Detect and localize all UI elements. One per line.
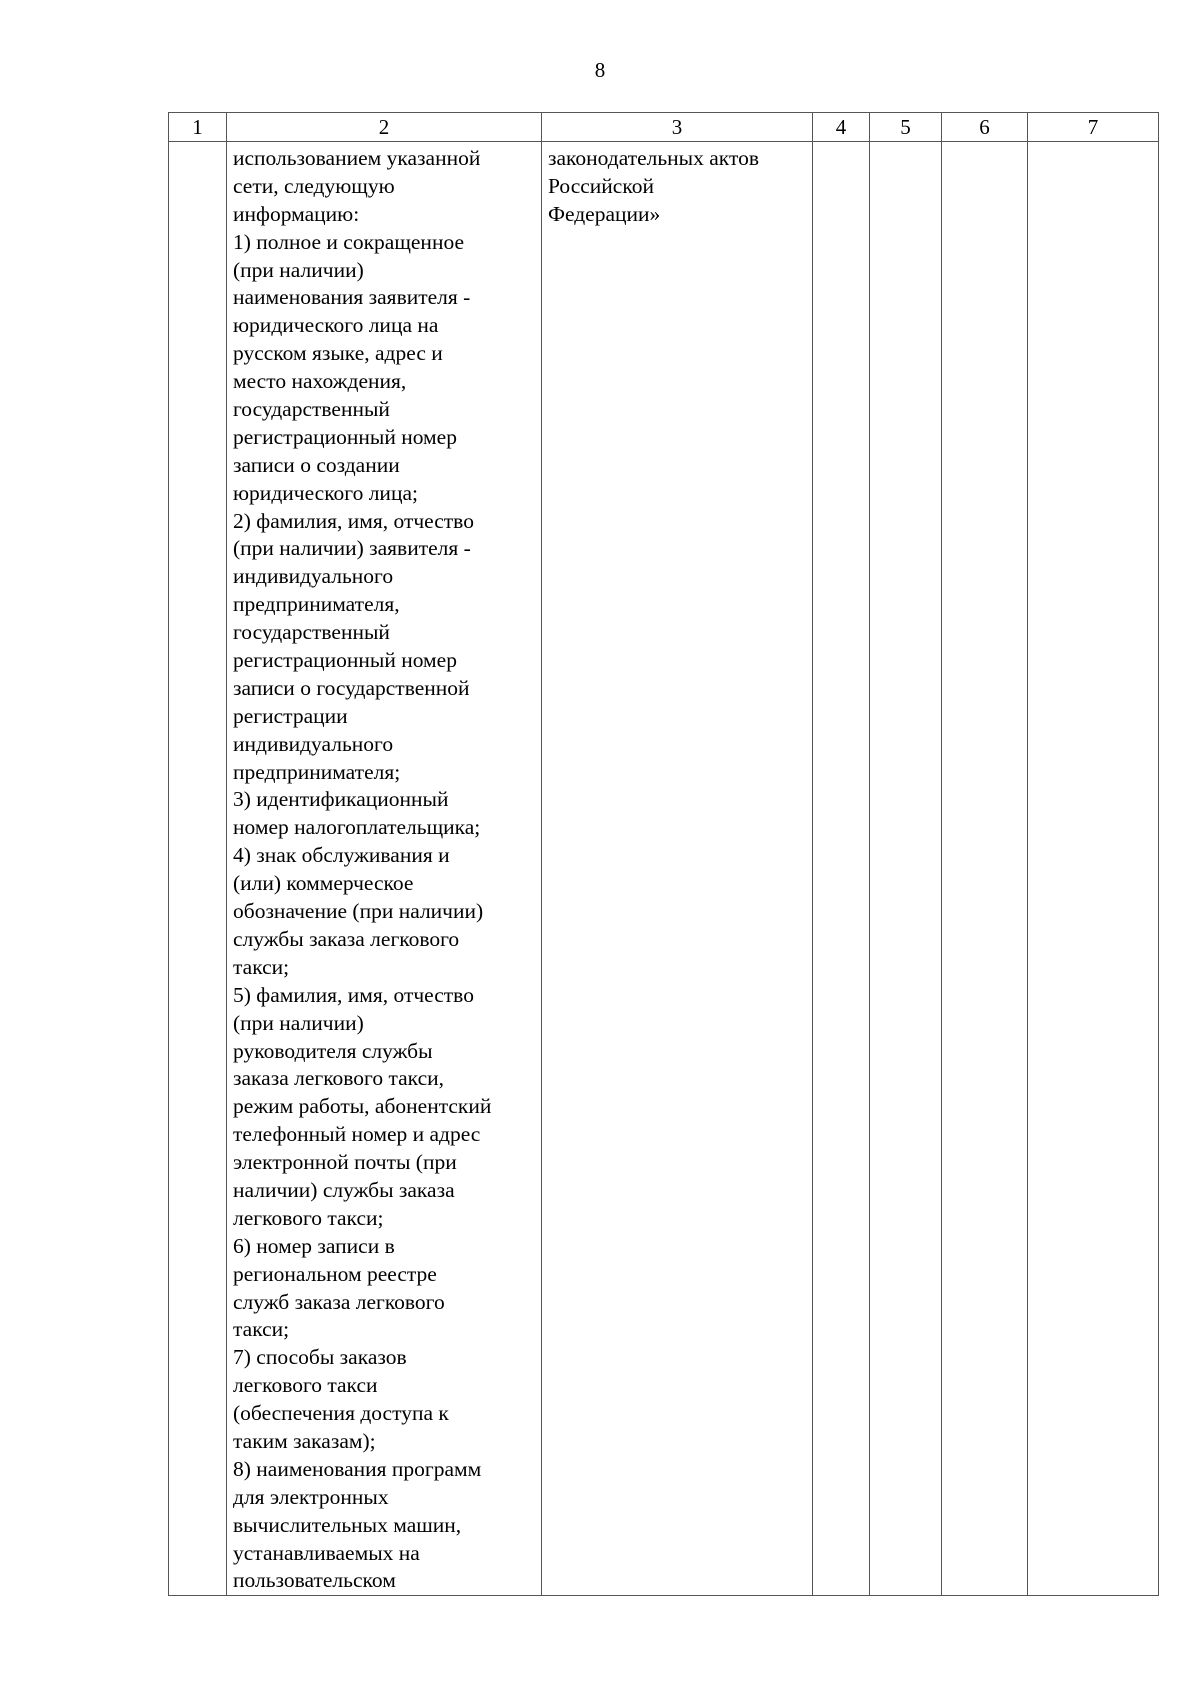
text-line: электронной почты (при [233, 1150, 457, 1175]
text-line: (при наличии) [233, 1010, 364, 1035]
text-line: (при наличии) [233, 257, 364, 282]
text-line: место нахождения, [233, 369, 407, 394]
text-line: номер налогоплательщика; [233, 815, 481, 840]
text-line: руководителя службы [233, 1038, 433, 1063]
text-line: заказа легкового такси, [233, 1066, 445, 1091]
text-line: Федерации» [548, 201, 661, 226]
text-line: регистрационный номер [233, 424, 457, 449]
text-line: 7) способы заказов [233, 1345, 407, 1370]
cell-text [870, 142, 941, 145]
text-line: (обеспечения доступа к [233, 1401, 449, 1426]
text-line: индивидуального [233, 731, 394, 756]
text-line: пользовательском [233, 1568, 396, 1593]
column-header-3: 3 [542, 113, 813, 142]
text-line: сети, следующую [233, 173, 395, 198]
cell-text [227, 142, 541, 1595]
table-cell-col1 [169, 142, 227, 1596]
text-line: телефонный номер и адрес [233, 1122, 481, 1147]
text-line: 5) фамилия, имя, отчество [233, 982, 474, 1007]
text-line: обозначение (при наличии) [233, 899, 484, 924]
text-line: устанавливаемых на [233, 1540, 420, 1565]
text-line: наименования заявителя - [233, 285, 471, 310]
text-line: записи о создании [233, 452, 400, 477]
text-line: 1) полное и сокращенное [233, 229, 464, 254]
text-line: (при наличии) заявителя - [233, 536, 471, 561]
text-line: индивидуального [233, 564, 394, 589]
text-line: такси; [233, 1317, 290, 1342]
cell-text [542, 142, 812, 229]
cell-text [942, 142, 1027, 145]
text-line: региональном реестре [233, 1261, 437, 1286]
text-line: легкового такси; [233, 1205, 384, 1230]
column-header-5: 5 [870, 113, 942, 142]
page-number: 8 [594, 58, 606, 82]
text-line: предпринимателя, [233, 592, 400, 617]
column-header-6: 6 [942, 113, 1028, 142]
table-cell-col4 [813, 142, 870, 1596]
cell-text [169, 142, 226, 145]
text-line: для электронных [233, 1484, 389, 1509]
table-header-row [169, 113, 1159, 142]
text-line: Российской [548, 173, 654, 198]
table-cell-col2 [227, 142, 542, 1596]
text-line: использованием указанной [233, 146, 481, 170]
cell-text [813, 142, 869, 145]
text-line: режим работы, абонентский [233, 1094, 492, 1119]
text-line: регистрационный номер [233, 648, 457, 673]
text-line: регистрации [233, 703, 348, 728]
text-line: русском языке, адрес и [233, 341, 443, 366]
text-line: государственный [233, 397, 390, 422]
text-line: служб заказа легкового [233, 1289, 445, 1314]
table-cell-col7 [1028, 142, 1159, 1596]
column-header-2: 2 [227, 113, 542, 142]
text-line: информацию: [233, 201, 360, 226]
text-line: законодательных актов [548, 146, 759, 170]
text-line: 2) фамилия, имя, отчество [233, 508, 474, 533]
text-line: (или) коммерческое [233, 871, 414, 896]
text-line: записи о государственной [233, 675, 470, 700]
text-line: 3) идентификационный [233, 787, 449, 812]
text-line: юридического лица на [233, 313, 439, 338]
text-line: 4) знак обслуживания и [233, 843, 450, 868]
text-line: юридического лица; [233, 480, 418, 505]
text-line: вычислительных машин, [233, 1512, 462, 1537]
column-header-1: 1 [169, 113, 227, 142]
text-line: государственный [233, 620, 390, 645]
text-line: предпринимателя; [233, 759, 401, 784]
table-cell-col6 [942, 142, 1028, 1596]
table-cell-col5 [870, 142, 942, 1596]
column-header-7: 7 [1028, 113, 1159, 142]
column-header-4: 4 [813, 113, 870, 142]
cell-text [1028, 142, 1158, 145]
table-row [169, 142, 1159, 1596]
text-line: 6) номер записи в [233, 1233, 395, 1258]
text-line: таким заказам); [233, 1428, 376, 1453]
text-line: службы заказа легкового [233, 926, 460, 951]
text-line: легкового такси [233, 1373, 378, 1398]
text-line: такси; [233, 954, 290, 979]
text-line: наличии) службы заказа [233, 1177, 455, 1202]
table-cell-col3 [542, 142, 813, 1596]
text-line: 8) наименования программ [233, 1456, 482, 1481]
document-table [168, 112, 1159, 1596]
